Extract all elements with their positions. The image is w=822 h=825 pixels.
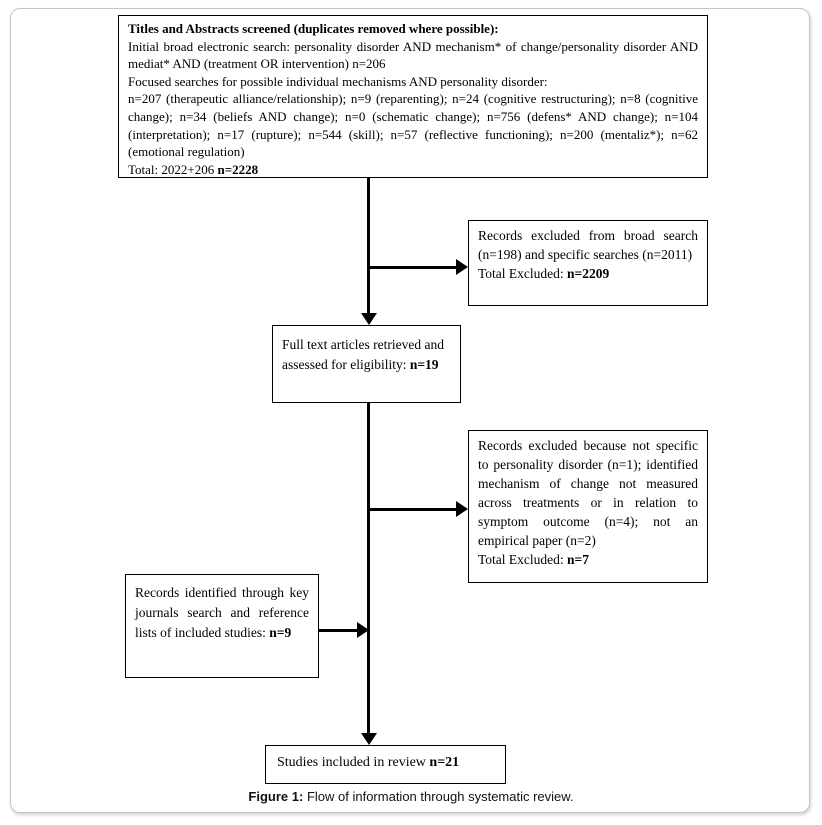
arrowhead-down-to-fulltext-icon xyxy=(361,313,377,325)
screened-focused-heading: Focused searches for possible individual mechanisms AND personality disorder: xyxy=(128,73,548,89)
key-journals-body: Records identified through key journals search and reference lists of included studies: xyxy=(135,585,309,640)
arrowhead-down-to-included-icon xyxy=(361,733,377,745)
box-fulltext-eligibility xyxy=(272,325,461,403)
fulltext-count: n=19 xyxy=(409,357,439,372)
screened-focused-counts: n=207 (therapeutic alliance/relationship); n=9 (reparenting); n=24 (cognitive restructuring); n=8 (cognitive change); n=34 (beliefs AND change); n=0 (schematic change); n=756 (defens* AND change); n=104 (interpretation); n=17 (rupture); n=544 (skill); n=57 (reflective functioning); n=200 (mentaliz*); n=62 (emotional regulation) xyxy=(128,91,698,160)
connector-screened-to-fulltext-line xyxy=(367,178,370,314)
box-records-excluded-specific xyxy=(468,430,708,583)
connector-to-excluded-specific-line xyxy=(369,508,457,511)
excluded-specific-total-value: n=7 xyxy=(567,552,589,567)
screened-title: Titles and Abstracts screened (duplicates removed where possible): xyxy=(128,21,499,36)
excluded-specific-text: Records excluded because not specific to personality disorder (n=1); identified mechanism of change not measured across treatments or in relation to symptom outcome (n=4); not an empirical paper (n=2) xyxy=(478,438,698,548)
included-text: Studies included in review xyxy=(277,755,430,770)
screened-total-prefix: Total: 2022+206 xyxy=(128,161,218,177)
arrowhead-right-journals-icon xyxy=(357,622,369,638)
excluded-broad-text: Records excluded from broad search (n=198) and specific searches (n=2011) xyxy=(478,228,698,262)
excluded-broad-total-line xyxy=(478,264,698,283)
figure-caption-text: Flow of information through systematic review. xyxy=(306,789,574,804)
fulltext-text: Full text articles retrieved and assessed for eligibility: xyxy=(282,337,444,372)
included-count: n=21 xyxy=(429,755,460,770)
box-studies-included xyxy=(265,745,506,784)
key-journals-text xyxy=(135,583,309,643)
key-journals-count: n=9 xyxy=(269,625,292,640)
arrowhead-right-to-excluded-broad-icon xyxy=(456,259,468,275)
box-titles-abstracts-screened xyxy=(118,15,708,178)
arrowhead-right-to-excluded-specific-icon xyxy=(456,501,468,517)
figure-caption-label: Figure 1: xyxy=(248,789,304,804)
connector-to-excluded-broad-line xyxy=(369,266,457,269)
excluded-specific-total-prefix: Total Excluded: xyxy=(478,552,568,567)
excluded-broad-total-value: n=2209 xyxy=(567,266,610,281)
box-records-excluded-broad xyxy=(468,220,708,306)
box-records-key-journals xyxy=(125,574,319,678)
connector-journals-to-main-line xyxy=(319,629,358,632)
connector-fulltext-to-included-line xyxy=(367,403,370,733)
screened-total-line xyxy=(128,161,698,179)
screened-broad-search-text: Initial broad electronic search: personality disorder AND mechanism* of change/personality disorder AND mediat* AND (treatment OR intervention) n=206 xyxy=(128,38,698,72)
figure-caption xyxy=(0,789,822,804)
screened-total-value: n=2228 xyxy=(217,161,259,177)
excluded-broad-total-prefix: Total Excluded: xyxy=(478,266,568,281)
excluded-specific-total-line xyxy=(478,550,698,569)
